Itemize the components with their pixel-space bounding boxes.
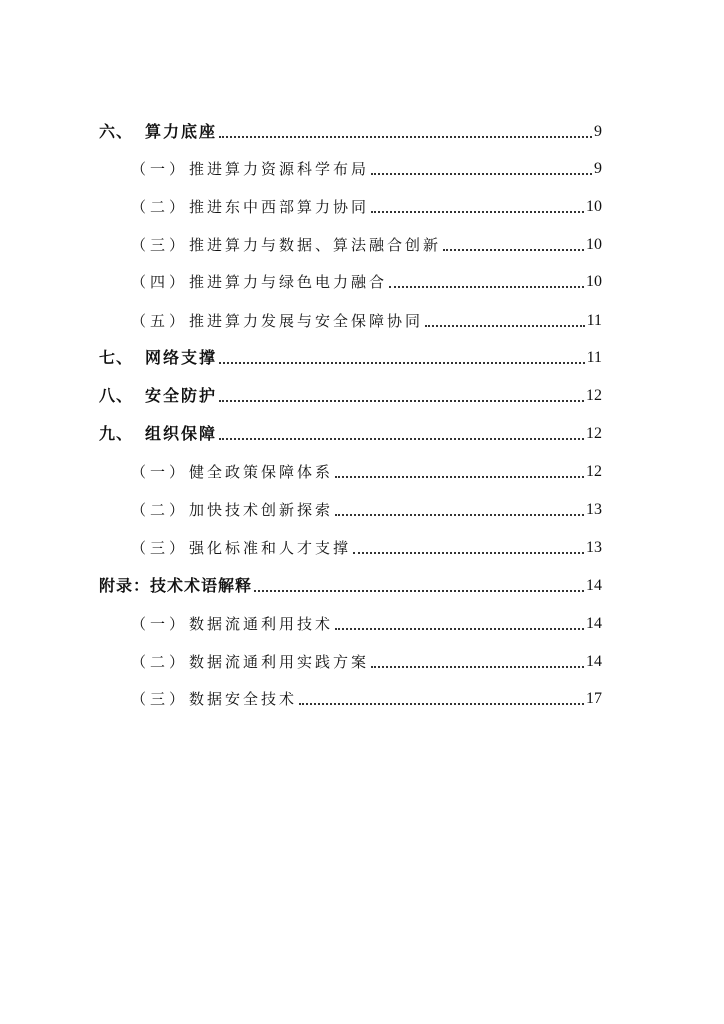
toc-entry-page: 9 (594, 123, 602, 140)
toc-entry-page: 17 (586, 690, 602, 707)
toc-entry-title: 数据流通利用技术 (189, 615, 334, 633)
toc-entry[interactable] (131, 155, 602, 179)
toc-entry[interactable] (131, 648, 602, 672)
toc-entry[interactable] (99, 572, 602, 596)
toc-entry-page: 10 (586, 273, 602, 290)
dot-leader (443, 249, 584, 251)
toc-entry-number: （二） (131, 198, 189, 216)
toc-entry-number: 八、 (99, 386, 134, 405)
toc-entry-title: 推进算力资源科学布局 (189, 160, 370, 178)
toc-entry-number: （三） (131, 690, 189, 708)
dot-leader (389, 286, 584, 288)
dot-leader (425, 325, 585, 327)
toc-entry[interactable] (99, 382, 602, 406)
toc-entry-page: 12 (586, 387, 602, 404)
toc-entry-number: 七、 (99, 348, 134, 367)
dot-leader (335, 628, 584, 630)
toc-entry-title: 推进算力发展与安全保障协同 (189, 312, 424, 330)
toc-entry[interactable] (131, 534, 602, 558)
dot-leader (335, 476, 584, 478)
toc-entry-title: 组织保障 (145, 424, 218, 443)
toc-entry-page: 9 (594, 160, 602, 177)
toc-entry[interactable] (99, 420, 602, 444)
toc-entry-number: （五） (131, 312, 189, 330)
dot-leader (299, 703, 584, 705)
toc-entry-number: （三） (131, 236, 189, 254)
dot-leader (254, 590, 584, 592)
toc-entry-page: 12 (586, 463, 602, 480)
dot-leader (371, 211, 584, 213)
toc-entry[interactable] (131, 458, 602, 482)
toc-entry-title: 安全防护 (145, 386, 218, 405)
toc-entry-number: （一） (131, 615, 189, 633)
toc-entry-title: 网络支撑 (145, 348, 218, 367)
toc-entry-title: 数据安全技术 (189, 690, 298, 708)
toc-entry[interactable] (131, 268, 602, 292)
toc-entry-page: 12 (586, 425, 602, 442)
toc-entry-page: 10 (586, 198, 602, 215)
toc-entry-page: 14 (586, 653, 602, 670)
toc-entry-title: 附录：技术术语解释 (99, 576, 253, 595)
dot-leader (219, 136, 592, 138)
toc-entry[interactable] (131, 307, 602, 331)
toc-entry-page: 13 (586, 539, 602, 556)
toc-entry-title: 强化标准和人才支撑 (189, 539, 352, 557)
toc-entry-title: 加快技术创新探索 (189, 501, 334, 519)
toc-entry[interactable] (131, 231, 602, 255)
toc-entry[interactable] (131, 193, 602, 217)
toc-entry[interactable] (131, 685, 602, 709)
toc-entry-number: （二） (131, 501, 189, 519)
toc-entry-number: （四） (131, 273, 189, 291)
toc-entry-title: 推进算力与绿色电力融合 (189, 273, 388, 291)
toc-entry[interactable] (131, 610, 602, 634)
toc-entry-page: 11 (586, 349, 602, 366)
dot-leader (219, 400, 584, 402)
dot-leader (353, 552, 584, 554)
toc-entry-page: 13 (586, 501, 602, 518)
toc-entry-title: 推进算力与数据、算法融合创新 (189, 236, 442, 254)
dot-leader (219, 438, 584, 440)
toc-entry[interactable] (131, 496, 602, 520)
toc-entry-number: 九、 (99, 424, 134, 443)
dot-leader (335, 514, 584, 516)
dot-leader (371, 666, 584, 668)
toc-entry[interactable] (99, 118, 602, 142)
toc-entry-page: 10 (586, 236, 602, 253)
toc-entry-number: 六、 (99, 122, 134, 141)
toc-entry[interactable] (99, 344, 602, 368)
toc-entry-number: （一） (131, 160, 189, 178)
dot-leader (371, 173, 592, 175)
toc-entry-title: 算力底座 (145, 122, 218, 141)
toc-entry-number: （一） (131, 463, 189, 481)
toc-entry-number: （二） (131, 653, 189, 671)
toc-entry-page: 14 (586, 615, 602, 632)
toc-entry-page: 11 (586, 312, 602, 329)
toc-entry-number: （三） (131, 539, 189, 557)
dot-leader (219, 362, 585, 364)
toc-entry-title: 健全政策保障体系 (189, 463, 334, 481)
toc-entry-page: 14 (586, 577, 602, 594)
toc-entry-title: 推进东中西部算力协同 (189, 198, 370, 216)
toc-entry-title: 数据流通利用实践方案 (189, 653, 370, 671)
